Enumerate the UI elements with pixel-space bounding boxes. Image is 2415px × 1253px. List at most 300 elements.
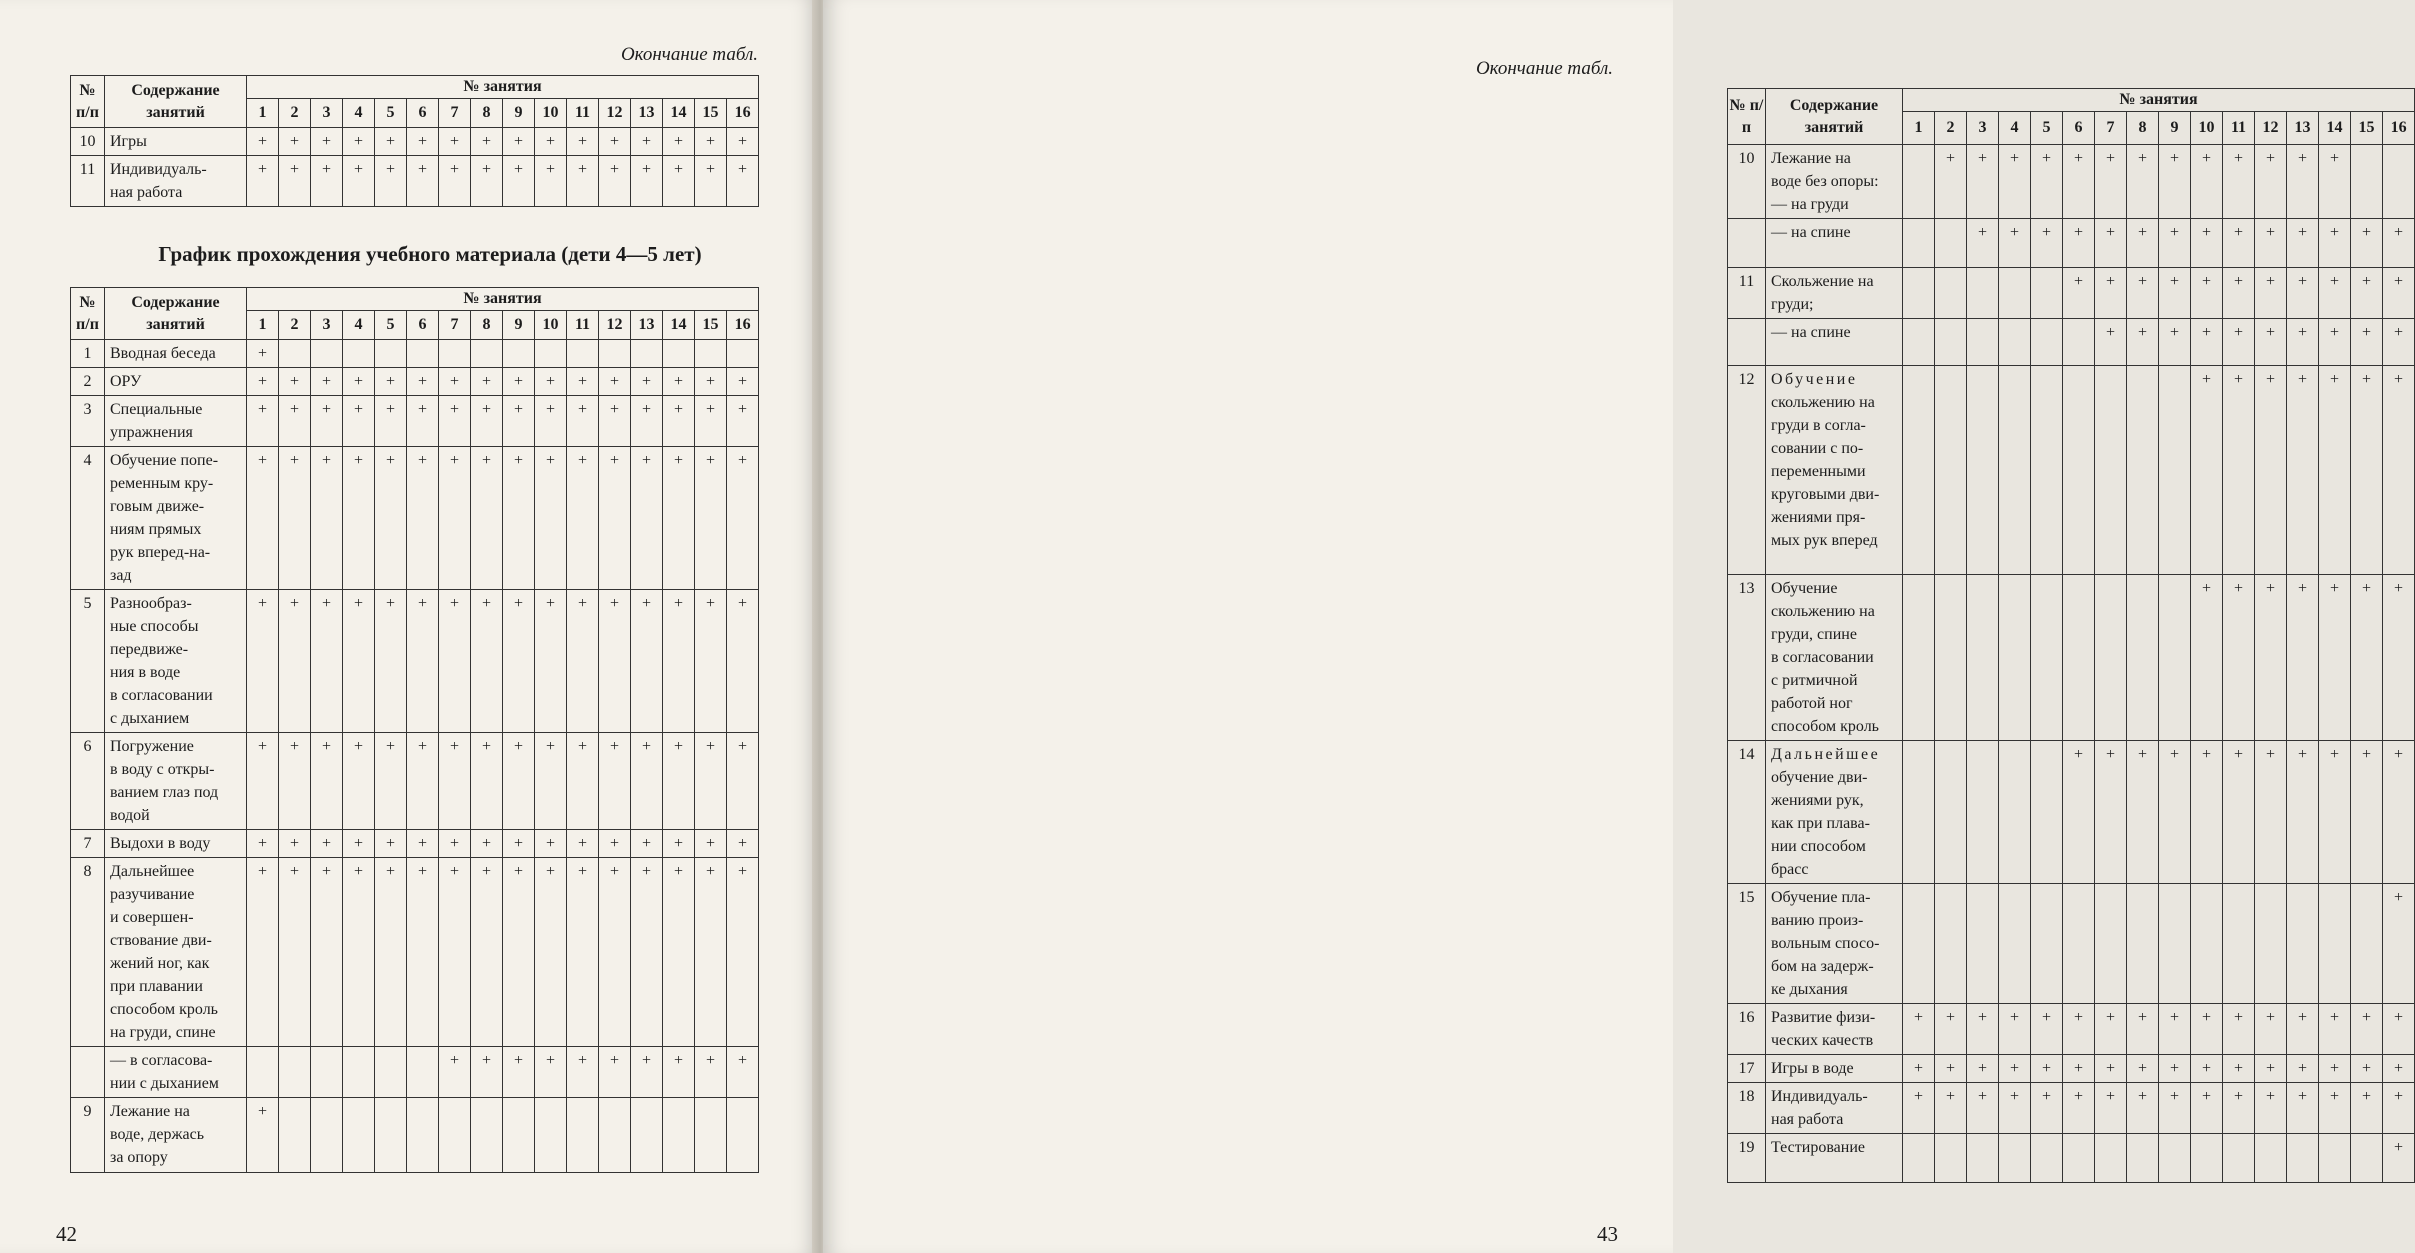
session-mark bbox=[535, 590, 567, 733]
plus-mark: + bbox=[738, 595, 748, 612]
content-line: ванием глаз под bbox=[110, 784, 219, 801]
row-index: 1 bbox=[71, 340, 105, 368]
session-number: 10 bbox=[535, 99, 567, 128]
session-mark bbox=[663, 590, 695, 733]
session-mark bbox=[375, 396, 407, 447]
session-mark bbox=[1903, 319, 1935, 366]
header-num bbox=[1728, 89, 1766, 145]
session-mark bbox=[2095, 268, 2127, 319]
table-row bbox=[1728, 145, 2415, 219]
session-mark bbox=[727, 830, 759, 858]
row-content bbox=[105, 830, 247, 858]
plus-mark: + bbox=[513, 1052, 524, 1069]
plus-mark: + bbox=[1977, 150, 1988, 167]
session-mark bbox=[2287, 884, 2319, 1004]
session-mark bbox=[311, 1047, 343, 1098]
plus-mark: + bbox=[2394, 324, 2404, 341]
row-index: 8 bbox=[71, 858, 105, 1047]
session-mark bbox=[2383, 575, 2415, 741]
row-index: 10 bbox=[71, 128, 105, 156]
session-mark bbox=[2255, 268, 2287, 319]
row-index: 18 bbox=[1728, 1083, 1766, 1134]
content-line: мых рук вперед bbox=[1771, 532, 1878, 549]
session-mark bbox=[663, 1047, 695, 1098]
plus-mark: + bbox=[545, 863, 556, 880]
plus-mark: + bbox=[738, 373, 748, 390]
table-row bbox=[71, 1098, 759, 1173]
content-line: ке дыхания bbox=[1771, 981, 1848, 998]
plus-mark: + bbox=[2201, 580, 2212, 597]
plus-mark: + bbox=[2265, 1009, 2276, 1026]
session-mark bbox=[503, 1098, 535, 1173]
row-content bbox=[105, 1047, 247, 1098]
session-mark bbox=[2095, 319, 2127, 366]
session-mark bbox=[471, 830, 503, 858]
session-mark bbox=[2095, 1134, 2127, 1183]
session-mark bbox=[471, 340, 503, 368]
table-row bbox=[1728, 1134, 2415, 1183]
session-mark bbox=[375, 340, 407, 368]
session-mark bbox=[439, 128, 471, 156]
table-row bbox=[1728, 219, 2415, 268]
plus-mark: + bbox=[2297, 273, 2308, 290]
session-mark bbox=[2255, 741, 2287, 884]
plus-mark: + bbox=[641, 161, 652, 178]
plus-mark: + bbox=[481, 835, 492, 852]
plus-mark: + bbox=[545, 161, 556, 178]
session-mark bbox=[1999, 1083, 2031, 1134]
plus-mark: + bbox=[417, 835, 428, 852]
content-line: переменными bbox=[1771, 463, 1866, 480]
session-mark bbox=[1967, 268, 1999, 319]
session-mark bbox=[2223, 575, 2255, 741]
plus-mark: + bbox=[2009, 224, 2020, 241]
plus-mark: + bbox=[2361, 580, 2372, 597]
plus-mark: + bbox=[2297, 580, 2308, 597]
page-number: 43 bbox=[1597, 1222, 1618, 1246]
header-content-label: Содержание занятий bbox=[131, 81, 220, 121]
content-line: Дальнейшее bbox=[110, 863, 195, 880]
session-mark bbox=[2095, 219, 2127, 268]
plus-mark: + bbox=[1913, 1060, 1924, 1077]
plus-mark: + bbox=[705, 401, 716, 418]
session-mark bbox=[1935, 1083, 1967, 1134]
content-line: нии способом bbox=[1771, 838, 1866, 855]
session-mark bbox=[631, 447, 663, 590]
session-mark bbox=[2383, 219, 2415, 268]
plus-mark: + bbox=[2201, 324, 2212, 341]
session-mark bbox=[2255, 1134, 2287, 1183]
session-mark bbox=[2159, 575, 2191, 741]
row-index: 5 bbox=[71, 590, 105, 733]
session-mark bbox=[343, 128, 375, 156]
content-line: Лежание на bbox=[1771, 150, 1851, 167]
session-number: 3 bbox=[1967, 112, 1999, 145]
plus-mark: + bbox=[1977, 224, 1988, 241]
session-mark bbox=[1967, 219, 1999, 268]
session-mark bbox=[2191, 219, 2223, 268]
session-mark bbox=[2255, 884, 2287, 1004]
session-mark bbox=[2255, 319, 2287, 366]
plus-mark: + bbox=[321, 401, 332, 418]
session-mark bbox=[375, 447, 407, 590]
content-line: Разнообраз- bbox=[110, 595, 192, 612]
content-line: Тестирование bbox=[1771, 1139, 1865, 1156]
plus-mark: + bbox=[385, 835, 396, 852]
session-number: 12 bbox=[599, 311, 631, 340]
row-content bbox=[105, 1098, 247, 1173]
plus-mark: + bbox=[2265, 150, 2276, 167]
session-mark bbox=[375, 733, 407, 830]
row-index: 15 bbox=[1728, 884, 1766, 1004]
session-number: 8 bbox=[471, 99, 503, 128]
session-mark bbox=[1903, 1083, 1935, 1134]
row-index bbox=[71, 1047, 105, 1098]
session-mark bbox=[2287, 575, 2319, 741]
session-number: 9 bbox=[503, 311, 535, 340]
session-mark bbox=[2031, 741, 2063, 884]
session-mark bbox=[1999, 1055, 2031, 1083]
session-mark bbox=[2031, 219, 2063, 268]
session-mark bbox=[2319, 366, 2351, 575]
session-mark bbox=[2063, 145, 2095, 219]
session-mark bbox=[2031, 1055, 2063, 1083]
plus-mark: + bbox=[513, 161, 524, 178]
session-mark bbox=[247, 396, 279, 447]
session-mark bbox=[2287, 1004, 2319, 1055]
content-line: груди в согла- bbox=[1771, 417, 1866, 434]
session-mark bbox=[2063, 1055, 2095, 1083]
session-mark bbox=[343, 1047, 375, 1098]
session-mark bbox=[439, 733, 471, 830]
session-mark bbox=[727, 340, 759, 368]
session-mark bbox=[407, 733, 439, 830]
plus-mark: + bbox=[2137, 324, 2148, 341]
plus-mark: + bbox=[289, 452, 300, 469]
session-mark bbox=[2191, 884, 2223, 1004]
table-row bbox=[71, 830, 759, 858]
plus-mark: + bbox=[2394, 1009, 2404, 1026]
plus-mark: + bbox=[673, 1052, 684, 1069]
session-mark bbox=[599, 340, 631, 368]
session-mark bbox=[599, 396, 631, 447]
session-mark bbox=[471, 396, 503, 447]
session-mark bbox=[1935, 145, 1967, 219]
session-mark bbox=[567, 368, 599, 396]
table-row bbox=[1728, 1004, 2415, 1055]
plus-mark: + bbox=[1977, 1060, 1988, 1077]
row-index: 3 bbox=[71, 396, 105, 447]
continuation-label: Окончание табл. bbox=[620, 44, 758, 65]
session-mark bbox=[2191, 741, 2223, 884]
session-mark bbox=[535, 368, 567, 396]
session-mark bbox=[2127, 575, 2159, 741]
session-mark bbox=[2351, 575, 2383, 741]
plus-mark: + bbox=[2329, 1088, 2340, 1105]
plus-mark: + bbox=[2009, 1009, 2020, 1026]
session-mark bbox=[2127, 1004, 2159, 1055]
plus-mark: + bbox=[417, 133, 428, 150]
content-line: груди; bbox=[1771, 296, 1814, 313]
session-mark bbox=[727, 1047, 759, 1098]
session-mark bbox=[2159, 741, 2191, 884]
plus-mark: + bbox=[513, 401, 524, 418]
plus-mark: + bbox=[673, 133, 684, 150]
session-mark bbox=[2127, 1134, 2159, 1183]
content-line: водой bbox=[110, 807, 150, 824]
session-mark bbox=[599, 368, 631, 396]
content-line: совании с по- bbox=[1771, 440, 1864, 457]
row-index: 17 bbox=[1728, 1055, 1766, 1083]
plus-mark: + bbox=[385, 595, 396, 612]
session-mark bbox=[247, 340, 279, 368]
session-number: 10 bbox=[2191, 112, 2223, 145]
plus-mark: + bbox=[481, 401, 492, 418]
row-index: 9 bbox=[71, 1098, 105, 1173]
plus-mark: + bbox=[641, 863, 652, 880]
row-content bbox=[105, 396, 247, 447]
session-mark bbox=[503, 1047, 535, 1098]
session-mark bbox=[2031, 1083, 2063, 1134]
plus-mark: + bbox=[2265, 746, 2276, 763]
content-line: говым движе- bbox=[110, 498, 205, 515]
plus-mark: + bbox=[257, 1103, 268, 1120]
session-number: 11 bbox=[567, 311, 599, 340]
plus-mark: + bbox=[2329, 746, 2340, 763]
table-row bbox=[71, 340, 759, 368]
plus-mark: + bbox=[2394, 1088, 2404, 1105]
header-sessions: № занятия bbox=[1903, 89, 2415, 112]
content-line: при плавании bbox=[110, 978, 203, 995]
table-row bbox=[1728, 319, 2415, 366]
session-mark bbox=[1935, 741, 1967, 884]
session-mark bbox=[631, 340, 663, 368]
session-mark bbox=[375, 1098, 407, 1173]
plus-mark: + bbox=[353, 133, 364, 150]
plus-mark: + bbox=[577, 452, 588, 469]
plus-mark: + bbox=[738, 1052, 748, 1069]
session-mark bbox=[2127, 1083, 2159, 1134]
row-content bbox=[105, 340, 247, 368]
plus-mark: + bbox=[609, 161, 620, 178]
content-line: жениями рук, bbox=[1771, 792, 1864, 809]
row-index: 13 bbox=[1728, 575, 1766, 741]
session-mark bbox=[311, 1098, 343, 1173]
content-line: в воду с откры- bbox=[110, 761, 215, 778]
header-num-label: № п/п bbox=[1729, 96, 1764, 136]
plus-mark: + bbox=[289, 401, 300, 418]
row-index: 14 bbox=[1728, 741, 1766, 884]
session-mark bbox=[2095, 145, 2127, 219]
plus-mark: + bbox=[609, 373, 620, 390]
session-mark bbox=[727, 396, 759, 447]
session-mark bbox=[1935, 268, 1967, 319]
plus-mark: + bbox=[1945, 150, 1956, 167]
plus-mark: + bbox=[2073, 150, 2084, 167]
plus-mark: + bbox=[2201, 1060, 2212, 1077]
plus-mark: + bbox=[321, 863, 332, 880]
session-mark bbox=[311, 590, 343, 733]
content-line: на груди, спине bbox=[110, 1024, 216, 1041]
session-mark bbox=[279, 858, 311, 1047]
session-mark bbox=[599, 590, 631, 733]
plus-mark: + bbox=[385, 452, 396, 469]
content-line: вольным спосо- bbox=[1771, 935, 1880, 952]
session-mark bbox=[2095, 1004, 2127, 1055]
session-mark bbox=[1999, 884, 2031, 1004]
session-mark bbox=[407, 858, 439, 1047]
session-mark bbox=[343, 1098, 375, 1173]
session-mark bbox=[567, 830, 599, 858]
session-mark bbox=[407, 447, 439, 590]
session-mark bbox=[2191, 1055, 2223, 1083]
header-row bbox=[71, 76, 759, 99]
session-mark bbox=[407, 1047, 439, 1098]
session-mark bbox=[503, 396, 535, 447]
session-mark bbox=[535, 340, 567, 368]
plus-mark: + bbox=[2009, 1060, 2020, 1077]
plus-mark: + bbox=[641, 133, 652, 150]
session-mark bbox=[663, 340, 695, 368]
plus-mark: + bbox=[257, 863, 268, 880]
plus-mark: + bbox=[385, 401, 396, 418]
schedule-table-continued bbox=[70, 75, 759, 207]
plus-mark: + bbox=[577, 595, 588, 612]
plus-mark: + bbox=[2105, 273, 2116, 290]
plus-mark: + bbox=[289, 373, 300, 390]
session-mark bbox=[1935, 884, 1967, 1004]
plus-mark: + bbox=[289, 595, 300, 612]
session-mark bbox=[663, 447, 695, 590]
session-mark bbox=[2159, 1134, 2191, 1183]
plus-mark: + bbox=[353, 452, 364, 469]
session-mark bbox=[2191, 366, 2223, 575]
plus-mark: + bbox=[641, 401, 652, 418]
plus-mark: + bbox=[513, 595, 524, 612]
session-mark bbox=[2223, 1055, 2255, 1083]
content-line: ОРУ bbox=[110, 373, 142, 390]
session-number: 11 bbox=[567, 99, 599, 128]
plus-mark: + bbox=[417, 863, 428, 880]
session-mark bbox=[343, 396, 375, 447]
session-mark bbox=[1903, 1134, 1935, 1183]
plus-mark: + bbox=[641, 1052, 652, 1069]
session-mark bbox=[503, 368, 535, 396]
session-mark bbox=[343, 830, 375, 858]
session-mark bbox=[1967, 1083, 1999, 1134]
session-mark bbox=[1999, 319, 2031, 366]
session-mark bbox=[2127, 219, 2159, 268]
plus-mark: + bbox=[577, 133, 588, 150]
plus-mark: + bbox=[609, 133, 620, 150]
plus-mark: + bbox=[2265, 580, 2276, 597]
table-title: График прохождения учебного материала (дети 4—5 лет) bbox=[158, 242, 702, 266]
content-line: Скольжение на bbox=[1771, 273, 1874, 290]
plus-mark: + bbox=[289, 738, 300, 755]
plus-mark: + bbox=[738, 863, 748, 880]
session-mark bbox=[503, 447, 535, 590]
session-mark bbox=[2319, 741, 2351, 884]
session-mark bbox=[2159, 219, 2191, 268]
plus-mark: + bbox=[705, 1052, 716, 1069]
content-line: зад bbox=[110, 567, 132, 584]
session-mark bbox=[503, 156, 535, 207]
session-mark bbox=[631, 590, 663, 733]
plus-mark: + bbox=[481, 595, 492, 612]
session-mark bbox=[247, 1098, 279, 1173]
plus-mark: + bbox=[609, 595, 620, 612]
session-mark bbox=[535, 858, 567, 1047]
plus-mark: + bbox=[1977, 1009, 1988, 1026]
content-line: Индивидуаль- bbox=[1771, 1088, 1868, 1105]
content-line: — в согласова- bbox=[110, 1052, 213, 1069]
content-line: Индивидуаль- bbox=[110, 161, 207, 178]
session-mark bbox=[2031, 1134, 2063, 1183]
plus-mark: + bbox=[2329, 150, 2340, 167]
plus-mark: + bbox=[417, 401, 428, 418]
session-mark bbox=[2191, 145, 2223, 219]
plus-mark: + bbox=[609, 1052, 620, 1069]
session-mark bbox=[1967, 741, 1999, 884]
row-index: 6 bbox=[71, 733, 105, 830]
plus-mark: + bbox=[2361, 273, 2372, 290]
session-mark bbox=[2287, 145, 2319, 219]
session-mark bbox=[695, 590, 727, 733]
session-mark bbox=[1903, 268, 1935, 319]
plus-mark: + bbox=[2041, 1009, 2052, 1026]
session-number: 6 bbox=[407, 99, 439, 128]
session-mark bbox=[2255, 145, 2287, 219]
plus-mark: + bbox=[2201, 224, 2212, 241]
session-mark bbox=[695, 128, 727, 156]
table-row bbox=[1728, 741, 2415, 884]
content-line: — на спине bbox=[1771, 224, 1851, 241]
session-number: 14 bbox=[663, 311, 695, 340]
session-mark bbox=[1999, 366, 2031, 575]
session-mark bbox=[663, 128, 695, 156]
session-mark bbox=[2351, 366, 2383, 575]
session-mark bbox=[2351, 741, 2383, 884]
plus-mark: + bbox=[738, 452, 748, 469]
session-mark bbox=[2159, 1055, 2191, 1083]
plus-mark: + bbox=[417, 738, 428, 755]
session-mark bbox=[503, 830, 535, 858]
row-index: 12 bbox=[1728, 366, 1766, 575]
plus-mark: + bbox=[673, 835, 684, 852]
content-line: бом на задерж- bbox=[1771, 958, 1874, 975]
plus-mark: + bbox=[481, 863, 492, 880]
table-row bbox=[1728, 366, 2415, 575]
plus-mark: + bbox=[705, 373, 716, 390]
plus-mark: + bbox=[449, 401, 460, 418]
session-number: 1 bbox=[1903, 112, 1935, 145]
session-mark bbox=[2351, 1055, 2383, 1083]
content-line: жений ног, как bbox=[110, 955, 210, 972]
plus-mark: + bbox=[449, 452, 460, 469]
session-mark bbox=[1935, 219, 1967, 268]
session-mark bbox=[2287, 741, 2319, 884]
plus-mark: + bbox=[513, 835, 524, 852]
plus-mark: + bbox=[577, 401, 588, 418]
session-mark bbox=[2287, 219, 2319, 268]
session-mark bbox=[503, 858, 535, 1047]
session-mark bbox=[279, 733, 311, 830]
header-row bbox=[71, 288, 759, 311]
session-mark bbox=[503, 590, 535, 733]
session-mark bbox=[695, 830, 727, 858]
plus-mark: + bbox=[321, 595, 332, 612]
plus-mark: + bbox=[2361, 224, 2372, 241]
